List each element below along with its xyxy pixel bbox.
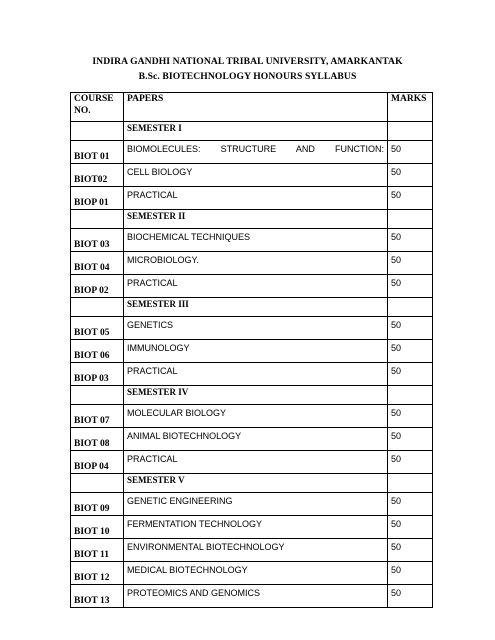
semester-row: [71, 474, 433, 493]
semester-marks-cell: [388, 122, 433, 141]
table-row: [71, 428, 433, 451]
semester-label: SEMESTER II: [124, 210, 388, 229]
semester-code-cell: [71, 122, 124, 141]
course-code: BIOT 08: [71, 428, 124, 451]
semester-label: SEMESTER I: [124, 122, 388, 141]
semester-marks-cell: [388, 386, 433, 405]
table-row: [71, 493, 433, 516]
semester-marks-cell: [388, 210, 433, 229]
paper-marks: 50: [388, 428, 433, 451]
paper-title: BIOMOLECULES: STRUCTURE AND FUNCTION:: [124, 141, 388, 164]
paper-marks: 50: [388, 252, 433, 275]
course-code: BIOT 05: [71, 317, 124, 340]
syllabus-table-body: [71, 93, 433, 608]
paper-title: GENETIC ENGINEERING: [124, 493, 388, 516]
semester-code-cell: [71, 386, 124, 405]
paper-title: PROTEOMICS AND GENOMICS: [124, 585, 388, 608]
table-row: [71, 141, 433, 164]
course-code: BIOT 03: [71, 229, 124, 252]
paper-title: PRACTICAL: [124, 187, 388, 210]
paper-marks: 50: [388, 229, 433, 252]
course-code: BIOT 12: [71, 562, 124, 585]
semester-marks-cell: [388, 474, 433, 493]
syllabus-title: B.Sc. BIOTECHNOLOGY HONOURS SYLLABUS: [138, 71, 357, 82]
course-code: BIOT 06: [71, 340, 124, 363]
table-row: [71, 562, 433, 585]
table-header-row: [71, 93, 433, 122]
paper-marks: 50: [388, 164, 433, 187]
paper-title: ENVIRONMENTAL BIOTECHNOLOGY: [124, 539, 388, 562]
semester-marks-cell: [388, 298, 433, 317]
column-header-course-no: COURSE NO.: [71, 93, 124, 122]
table-row: [71, 340, 433, 363]
paper-marks: 50: [388, 516, 433, 539]
table-row: [71, 275, 433, 298]
paper-marks: 50: [388, 317, 433, 340]
course-code: BIOT 09: [71, 493, 124, 516]
table-row: [71, 585, 433, 608]
table-row: [71, 229, 433, 252]
paper-marks: 50: [388, 275, 433, 298]
semester-row: [71, 386, 433, 405]
paper-marks: 50: [388, 363, 433, 386]
semester-label: SEMESTER IV: [124, 386, 388, 405]
table-row: [71, 187, 433, 210]
paper-marks: 50: [388, 141, 433, 164]
table-row: [71, 363, 433, 386]
paper-marks: 50: [388, 187, 433, 210]
course-code: BIOT 13: [71, 585, 124, 608]
paper-title: MEDICAL BIOTECHNOLOGY: [124, 562, 388, 585]
paper-title: PRACTICAL: [124, 363, 388, 386]
paper-title: FERMENTATION TECHNOLOGY: [124, 516, 388, 539]
document-header: [0, 54, 495, 84]
course-code: BIOT 01: [71, 141, 124, 164]
table-row: [71, 451, 433, 474]
table-row: [71, 252, 433, 275]
table-row: [71, 516, 433, 539]
course-code: BIOP 04: [71, 451, 124, 474]
course-code: BIOT 07: [71, 405, 124, 428]
course-code: BIOP 01: [71, 187, 124, 210]
course-code: BIOT 11: [71, 539, 124, 562]
course-code: BIOP 02: [71, 275, 124, 298]
university-name: INDIRA GANDHI NATIONAL TRIBAL UNIVERSITY, AMARKANTAK: [92, 56, 403, 67]
column-header-papers: PAPERS: [124, 93, 388, 122]
table-row: [71, 405, 433, 428]
paper-title: PRACTICAL: [124, 451, 388, 474]
semester-row: [71, 122, 433, 141]
table-row: [71, 164, 433, 187]
paper-marks: 50: [388, 562, 433, 585]
semester-label: SEMESTER III: [124, 298, 388, 317]
paper-title: GENETICS: [124, 317, 388, 340]
semester-row: [71, 298, 433, 317]
table-row: [71, 539, 433, 562]
semester-code-cell: [71, 298, 124, 317]
paper-title: ANIMAL BIOTECHNOLOGY: [124, 428, 388, 451]
paper-marks: 50: [388, 539, 433, 562]
semester-code-cell: [71, 210, 124, 229]
semester-code-cell: [71, 474, 124, 493]
course-code: BIOP 03: [71, 363, 124, 386]
paper-marks: 50: [388, 493, 433, 516]
syllabus-table: [70, 92, 433, 608]
paper-title: MICROBIOLOGY.: [124, 252, 388, 275]
course-code: BIOT 04: [71, 252, 124, 275]
column-header-marks: MARKS: [388, 93, 433, 122]
paper-marks: 50: [388, 585, 433, 608]
paper-title: PRACTICAL: [124, 275, 388, 298]
paper-marks: 50: [388, 405, 433, 428]
paper-title: CELL BIOLOGY: [124, 164, 388, 187]
course-code: BIOT 10: [71, 516, 124, 539]
semester-row: [71, 210, 433, 229]
paper-title: MOLECULAR BIOLOGY: [124, 405, 388, 428]
paper-title: IMMUNOLOGY: [124, 340, 388, 363]
paper-title: BIOCHEMICAL TECHNIQUES: [124, 229, 388, 252]
semester-label: SEMESTER V: [124, 474, 388, 493]
table-row: [71, 317, 433, 340]
paper-marks: 50: [388, 340, 433, 363]
course-code: BIOT02: [71, 164, 124, 187]
paper-marks: 50: [388, 451, 433, 474]
